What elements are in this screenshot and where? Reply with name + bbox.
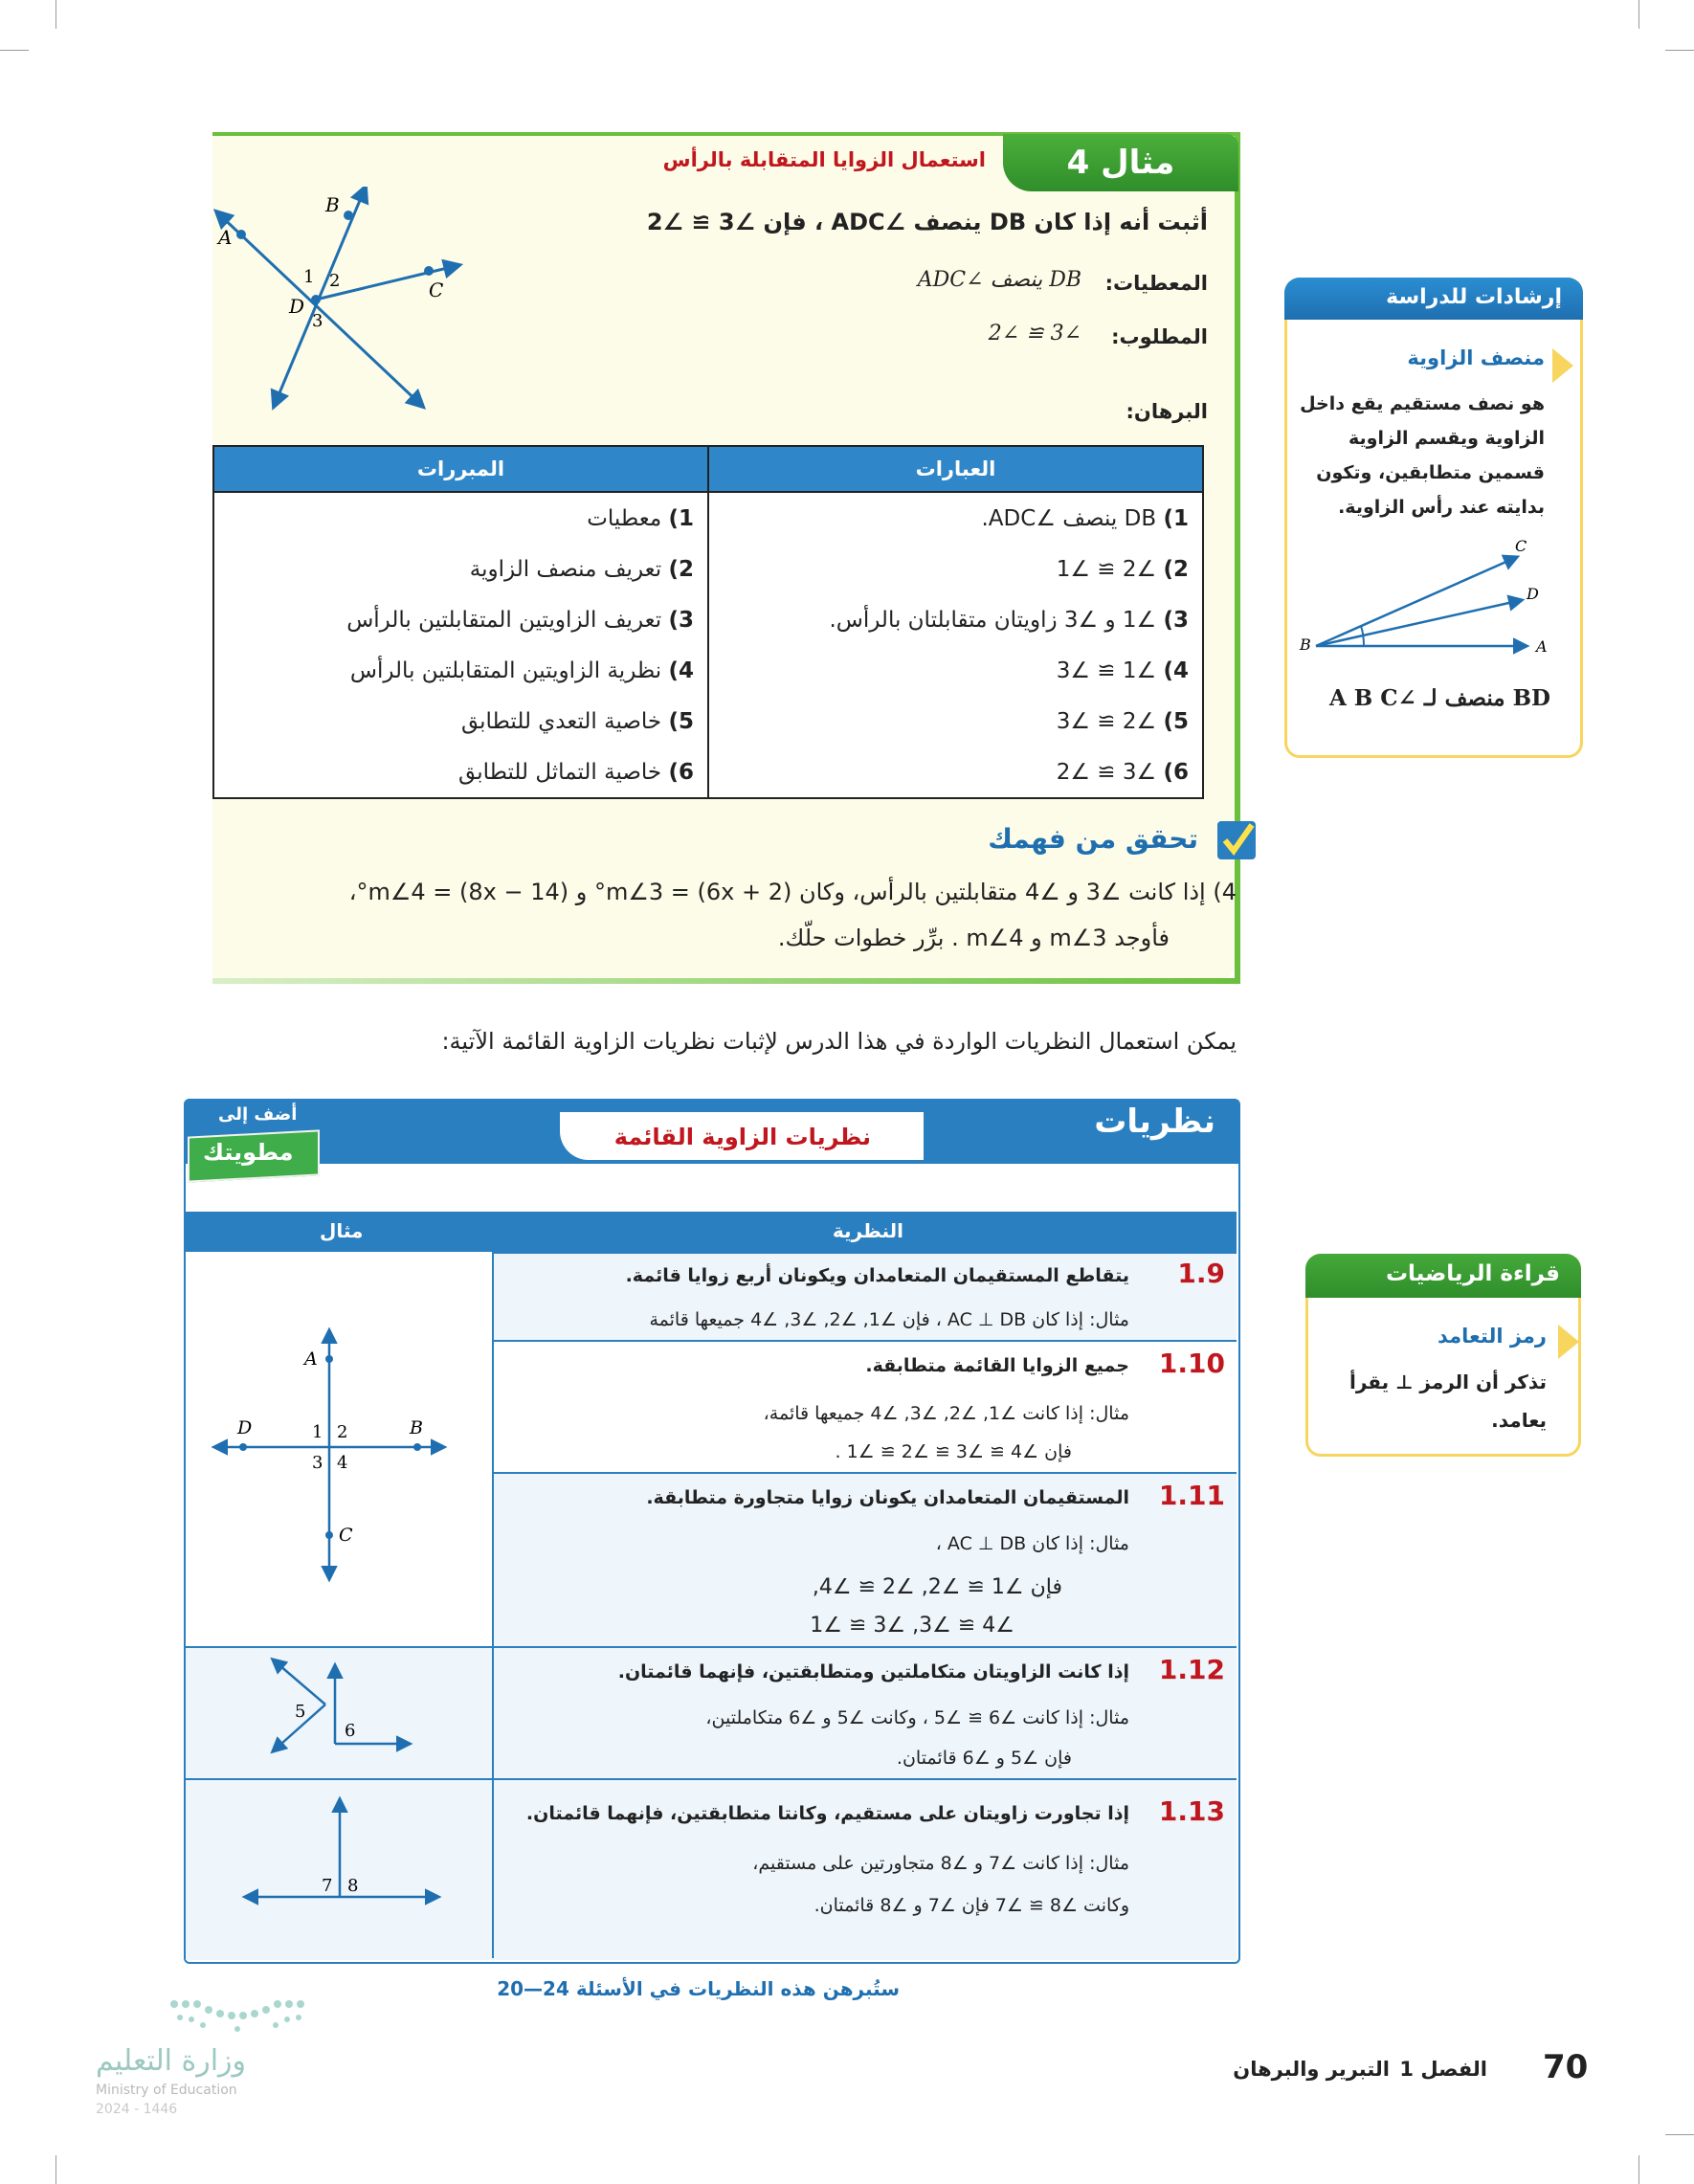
- theorem-example: مثال: إذا كانت ∠6 ≅ ∠5 ، وكانت ∠5 و ∠6 متكاملتين،: [705, 1707, 1129, 1728]
- intro-text: يمكن استعمال النظريات الواردة في هذا الدرس لإثبات نظريات الزاوية القائمة الآتية:: [441, 1028, 1237, 1055]
- chapter-title: التبرير والبرهان: [1233, 2058, 1390, 2081]
- theorems-footer: ستُبرهن هذه النظريات في الأسئلة 24—20: [497, 1977, 900, 2000]
- theorem-example: ∠4 ≅ ∠3, ∠3 ≅ ∠1: [810, 1614, 1014, 1638]
- example-subtitle: استعمال الزوايا المتقابلة بالرأس: [662, 148, 986, 171]
- row-number: 1): [668, 505, 694, 531]
- theorem-example: فإن ∠1 ≅ ∠2, ∠2 ≅ ∠4,: [812, 1575, 1062, 1599]
- row-number: 4): [668, 657, 694, 683]
- row-number: 6): [668, 759, 694, 785]
- label-A: A: [218, 226, 233, 249]
- label-D: D: [1527, 585, 1539, 603]
- crop-mark: [0, 50, 29, 51]
- tip-line: قسمين متطابقين، وتكون: [1316, 462, 1545, 483]
- theorem-text: جميع الزوايا القائمة متطابقة.: [865, 1355, 1129, 1376]
- proof-label: البرهان:: [1126, 400, 1208, 423]
- foldable-top: أضف إلى: [218, 1104, 298, 1125]
- theorem-text: يتقاطع المستقيمان المتعامدان ويكونان أربع زوايا قائمة.: [625, 1265, 1129, 1286]
- statement: ∠2 ≅ ∠1: [1056, 556, 1157, 582]
- given-label: المعطيات:: [1104, 272, 1208, 295]
- label-A: A: [1536, 637, 1548, 656]
- check-line-1: 4) إذا كانت ∠3 و ∠4 متقابلتين بالرأس، وكان m∠3 = (6x + 2)° و m∠4 = (8x − 14)°،: [348, 879, 1237, 905]
- table-row: [213, 645, 1203, 696]
- row-number: 3): [668, 607, 694, 633]
- statement: ∠3 ≅ ∠2: [1056, 759, 1157, 785]
- table-row: [213, 492, 1203, 544]
- label-B: B: [410, 1417, 423, 1438]
- prove-label: المطلوب:: [1111, 325, 1208, 348]
- row-number: 1): [1163, 505, 1189, 531]
- study-tips-body: [1300, 387, 1545, 524]
- reading-line: يعامد.: [1491, 1409, 1547, 1432]
- table-row: [213, 544, 1203, 594]
- reason: خاصية التعدي للتطابق: [460, 708, 662, 734]
- reason: تعريف منصف الزاوية: [469, 556, 662, 582]
- label-C: C: [429, 279, 444, 301]
- example-border: [212, 978, 1240, 984]
- statement: ∠2 ≅ ∠3: [1056, 708, 1157, 734]
- table-row: [213, 696, 1203, 747]
- pointer-icon: [1552, 348, 1573, 383]
- supplementary-diagram: [249, 1652, 421, 1767]
- study-tips-caption: BD منصف لـ ∠A B C: [1328, 685, 1550, 711]
- reason: معطيات: [587, 505, 662, 531]
- label-D: D: [289, 295, 305, 318]
- row-number: 2): [668, 556, 694, 582]
- row-number: 4): [1163, 657, 1189, 683]
- row-number: 3): [1163, 607, 1189, 633]
- perpendicular-diagram: [205, 1321, 463, 1608]
- reading-line: تذكر أن الرمز ⊥ يقرأ: [1349, 1371, 1547, 1393]
- crop-mark: [1665, 50, 1694, 51]
- row-number: 5): [668, 708, 694, 734]
- column-divider: [492, 1252, 494, 1958]
- proof-table: [212, 445, 1204, 799]
- theorem-number: 1.12: [1158, 1654, 1225, 1685]
- check-line-2: فأوجد m∠3 و m∠4 . برِّر خطوات حلّك.: [777, 925, 1170, 951]
- col-theorem: النظرية: [832, 1219, 903, 1242]
- angle-label: 3: [312, 311, 323, 331]
- crop-mark: [1665, 2134, 1694, 2135]
- page-number: 70: [1543, 2048, 1589, 2086]
- reading-math-subtitle: رمز التعامد: [1438, 1325, 1547, 1348]
- statements-header: العبارات: [708, 446, 1203, 492]
- table-row: [213, 747, 1203, 798]
- label-C: C: [339, 1525, 353, 1546]
- angle-label: 8: [347, 1876, 359, 1896]
- example-prompt: أثبت أنه إذا كان DB ينصف ∠ADC ، فإن ∠3 ≅ ∠2: [646, 209, 1208, 235]
- angle-label: 2: [329, 271, 341, 291]
- check-title: تحقق من فهمك: [988, 823, 1198, 855]
- reading-math-body: [1349, 1363, 1547, 1439]
- angle-label: 5: [295, 1702, 306, 1722]
- angle-label: 4: [337, 1453, 348, 1473]
- angle-label: 6: [345, 1721, 356, 1741]
- study-tips-title: إرشادات للدراسة: [1386, 285, 1562, 309]
- angle-label: 1: [303, 267, 315, 287]
- theorem-number: 1.9: [1177, 1258, 1225, 1289]
- statement: DB ينصف ∠ADC.: [981, 505, 1157, 531]
- theorems-subtitle: نظريات الزاوية القائمة: [613, 1124, 871, 1150]
- ministry-year: 2024 - 1446: [96, 2102, 178, 2117]
- ministry-name-ar: وزارة التعليم: [96, 2044, 247, 2078]
- vertical-angles-diagram: [212, 187, 471, 416]
- chapter-label: الفصل 1: [1399, 2058, 1487, 2081]
- statement: ∠1 و ∠3 زاويتان متقابلتان بالرأس.: [829, 607, 1157, 633]
- crop-mark: [1638, 0, 1639, 29]
- reasons-header: المبررات: [213, 446, 708, 492]
- table-row: [213, 594, 1203, 645]
- theorems-title: نظريات: [1094, 1103, 1215, 1141]
- angle-label: 3: [312, 1453, 323, 1473]
- statement: ∠1 ≅ ∠3: [1056, 657, 1157, 683]
- col-example: مثال: [320, 1219, 364, 1242]
- theorem-number: 1.13: [1158, 1795, 1225, 1827]
- reading-math-header: [1305, 1254, 1581, 1298]
- checkmark-icon: [1217, 821, 1256, 859]
- theorem-example: فإن ∠4 ≅ ∠3 ≅ ∠2 ≅ ∠1 .: [835, 1441, 1072, 1462]
- theorem-text: إذا كانت الزاويتان متكاملتين ومتطابقتين، فإنهما قائمتان.: [617, 1661, 1129, 1683]
- theorems-column-header: [186, 1212, 1237, 1252]
- theorem-number: 1.10: [1158, 1348, 1225, 1379]
- reason: خاصية التماثل للتطابق: [458, 759, 662, 785]
- ministry-logo-icon: [165, 1991, 318, 2039]
- foldable-label: مطويتك: [203, 1139, 294, 1166]
- study-tips-subtitle: منصف الزاوية: [1407, 346, 1545, 369]
- angle-label: 2: [337, 1422, 348, 1442]
- reason: تعريف الزاويتين المتقابلتين بالرأس: [346, 607, 662, 633]
- reason: نظرية الزاويتين المتقابلتين بالرأس: [349, 657, 662, 683]
- angle-label: 7: [322, 1876, 333, 1896]
- theorem-example: مثال: إذا كان AC ⊥ DB ، فإن ∠1, ∠2, ∠3, ∠4 جميعها قائمة: [649, 1309, 1129, 1330]
- row-number: 6): [1163, 759, 1189, 785]
- given-value: DB ينصف ∠ADC: [917, 268, 1081, 292]
- reading-math-title: قراءة الرياضيات: [1385, 1261, 1560, 1286]
- theorem-example: مثال: إذا كان AC ⊥ DB ،: [935, 1533, 1129, 1554]
- prove-value: ∠3 ≅ ∠2: [988, 322, 1081, 345]
- angle-label: 1: [312, 1422, 323, 1442]
- tip-line: بدايته عند رأس الزاوية.: [1338, 497, 1545, 518]
- bisector-diagram: [1292, 536, 1570, 660]
- theorem-text: إذا تجاورت زاويتان على مستقيم، وكانتا متطابقتين، فإنهما قائمتان.: [525, 1803, 1129, 1824]
- theorem-text: المستقيمان المتعامدان يكونان زوايا متجاورة متطابقة.: [646, 1487, 1129, 1508]
- ministry-name-en: Ministry of Education: [96, 2083, 237, 2098]
- label-B: B: [1300, 635, 1311, 654]
- theorem-example: مثال: إذا كانت ∠1, ∠2, ∠3, ∠4 جميعها قائمة،: [763, 1403, 1129, 1424]
- linear-pair-diagram: [239, 1790, 450, 1933]
- theorem-number: 1.11: [1158, 1480, 1225, 1511]
- theorem-example: فإن ∠5 و ∠6 قائمتان.: [896, 1748, 1072, 1769]
- theorem-example: مثال: إذا كانت ∠7 و ∠8 متجاورتين على مستقيم،: [752, 1853, 1129, 1874]
- tip-line: هو نصف مستقيم يقع داخل: [1300, 393, 1545, 414]
- example-tab: مثال 4: [1003, 134, 1238, 191]
- row-number: 5): [1163, 708, 1189, 734]
- label-D: D: [237, 1417, 253, 1438]
- pointer-icon: [1558, 1325, 1579, 1359]
- label-C: C: [1515, 537, 1527, 555]
- theorem-example: وكانت ∠8 ≅ ∠7 فإن ∠7 و ∠8 قائمتان.: [814, 1895, 1129, 1916]
- crop-mark: [1638, 2155, 1639, 2184]
- label-B: B: [325, 193, 340, 216]
- row-number: 2): [1163, 556, 1189, 582]
- tip-line: الزاوية ويقسم الزاوية: [1349, 428, 1545, 449]
- label-A: A: [304, 1348, 318, 1370]
- study-tips-header: [1284, 278, 1583, 320]
